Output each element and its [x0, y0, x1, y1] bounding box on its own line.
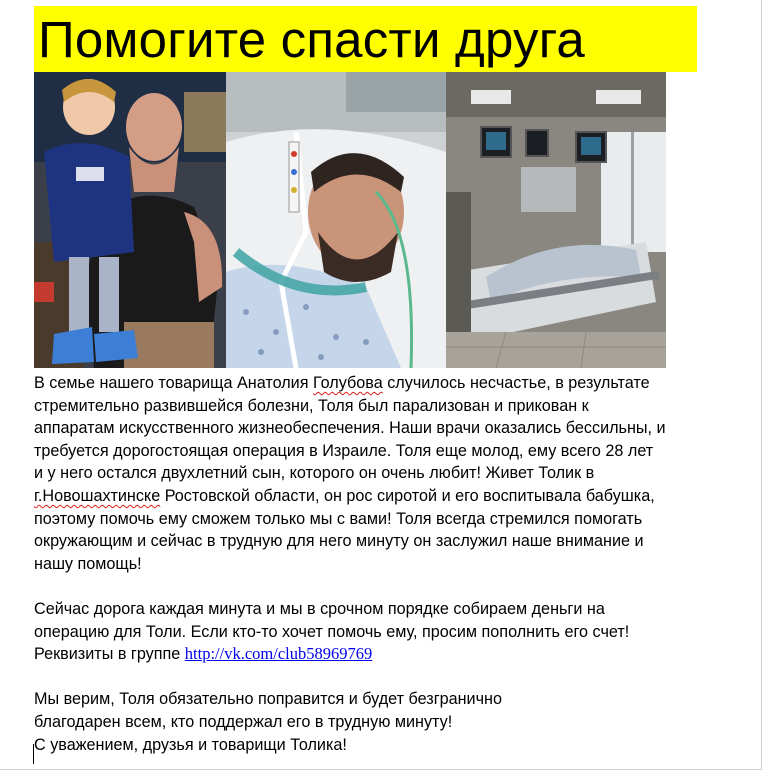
- paragraph1-line3: аппаратам искусственного жизнеобеспечения. Наши врачи оказались бессильны, и: [34, 419, 666, 438]
- photo-patient-in-bed: [226, 72, 446, 368]
- appeal-text: [34, 372, 750, 756]
- paragraph2-line3: Реквизиты в группе http://vk.com/club58969769: [34, 644, 373, 664]
- text-cursor: [33, 744, 34, 764]
- title-highlight: [34, 6, 697, 72]
- paragraph-gap: [34, 666, 750, 689]
- paragraph3-line3: С уважением, друзья и товарищи Толика!: [34, 735, 347, 754]
- paragraph3-line2: благодарен всем, кто поддержал его в трудную минуту!: [34, 712, 453, 731]
- paragraph-gap: [34, 575, 750, 598]
- paragraph3-line1: Мы верим, Толя обязательно поправится и будет безгранично: [34, 690, 502, 709]
- surname-misspell-marked: Голубова: [312, 374, 383, 392]
- paragraph1-line2: стремительно развившейся болезни, Толя был парализован и прикован к: [34, 396, 589, 415]
- paragraph1-line5: и у него остался двухлетний сын, которого он очень любит! Живет Толик в: [34, 464, 595, 483]
- paragraph1-line1: В семье нашего товарища Анатолия Голубова случилось несчастье, в результате: [34, 374, 650, 392]
- photo-strip: [34, 72, 666, 368]
- paragraph1-line8: окружающим и сейчас в трудную для него минуту он заслужил наше внимание и: [34, 532, 644, 551]
- paragraph1-line7: поэтому помочь ему сможем только мы с вами! Толя всегда стремился помогать: [34, 509, 643, 528]
- paragraph2-line2: операцию для Толи. Если кто-то хочет помочь ему, просим пополнить его счет!: [34, 622, 630, 641]
- vk-group-link[interactable]: http://vk.com/club58969769: [184, 644, 373, 664]
- paragraph1-line4: требуется дорогостоящая операция в Израиле. Толя еще молод, ему всего 28 лет: [34, 441, 654, 460]
- page-title: Помогите спасти друга: [38, 11, 585, 68]
- paragraph1-line6: г.Новошахтинске Ростовской области, он рос сиротой и его воспитывала бабушка,: [34, 486, 655, 505]
- photo-icu-room: [446, 72, 666, 368]
- paragraph1-line9: нашу помощь!: [34, 554, 142, 573]
- city-misspell-marked: г.Новошахтинске: [34, 486, 161, 505]
- paragraph2-line1: Сейчас дорога каждая минута и мы в срочном порядке собираем деньги на: [34, 599, 605, 618]
- photo-man-with-child: [34, 72, 226, 368]
